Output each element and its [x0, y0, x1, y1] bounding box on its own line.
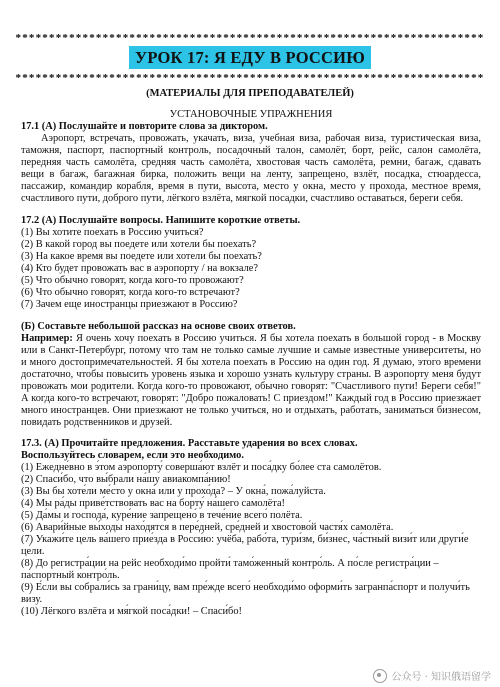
sentence-9: (9) Е́сли вы собрали́сь за грани́цу, вам пре́жде всего́ необходи́мо оформи́ть загранпа́спорт и получи́ть ви́зу. — [21, 582, 470, 605]
section-heading: УСТАНОВОЧНЫЕ УПРАЖНЕНИЯ — [169, 109, 333, 120]
lesson-title-wrap — [0, 46, 500, 69]
sentence-1: (1) Ежедне́вно в э́том аэропорту́ соверша́ют взлёт и поса́дку бо́лее ста самолётов. — [21, 462, 382, 473]
sentence-4: (4) Мы ра́ды приве́тствовать вас на борту́ на́шего самолёта! — [21, 498, 286, 509]
stars-divider-bottom: ********************************************************************** — [15, 72, 485, 84]
question-4: (4) Кто будет провожать вас в аэропорту / на вокзале? — [21, 263, 259, 274]
question-6: (6) Что обычно говорят, когда кого-то встречают? — [21, 287, 240, 298]
question-1: (1) Вы хотите поехать в Россию учиться? — [21, 227, 204, 238]
wechat-icon — [373, 669, 387, 683]
exercise-17-1-text: Аэропорт, встречать, провожать, укачать, виза, учебная виза, рабочая виза, туристическая виза, таможня, паспорт, паспортный контроль, посадочный талон, самолёт, борт, рейс, салон самолёта, передняя часть самолёта, средняя часть самолёта, хвостовая часть самолёта, ремни, багаж, сдавать вещи в багаж, багажная бирка, положить вещи на ленту, запрещено, взлёт, посадка, стюардесса, пассажир, командир корабля, время в пути, высота, место у окна, место у прохода, местное время, счастливого пути, доброго пути, лёгкого взлёта, мягкой посадки, счастливо оставаться, береги себя. — [21, 133, 481, 204]
stars-divider-top: ********************************************************************** — [15, 32, 485, 44]
sentence-6: (6) Авари́йные вы́ходы нахо́дятся в пере́дней, сре́дней и хвостово́й частя́х самолёта. — [21, 522, 394, 533]
watermark — [373, 668, 491, 683]
exercise-17-3-title: 17.3. (А) Прочитайте предложения. Расставьте ударения во всех словах. — [21, 438, 358, 449]
exercise-17-2-title: 17.2 (А) Послушайте вопросы. Напишите короткие ответы. — [21, 215, 301, 226]
question-2: (2) В какой город вы поедете или хотели бы поехать? — [21, 239, 257, 250]
lesson-title: УРОК 17: Я ЕДУ В РОССИЮ — [129, 46, 371, 69]
question-5: (5) Что обычно говорят, когда кого-то провожают? — [21, 275, 244, 286]
exercise-17-1-title: 17.1 (А) Послушайте и повторите слова за диктором. — [21, 121, 268, 132]
example-lead: Например: — [21, 333, 73, 344]
sentence-3: (3) Вы бы хоте́ли ме́сто у окна́ или у прохо́да? – У окна́, пожа́луйста. — [21, 486, 326, 497]
sentence-2: (2) Спаси́бо, что вы́брали на́шу авиакомпа́нию! — [21, 474, 231, 485]
materials-subtitle: (МАТЕРИАЛЫ ДЛЯ ПРЕПОДАВАТЕЛЕЙ) — [146, 88, 354, 99]
exercise-b-text — [21, 333, 481, 429]
exercise-17-3-subtitle: Воспользуйтесь словарем, если это необходимо. — [21, 450, 244, 461]
sentence-5: (5) Да́мы и господа́, куре́ние запрещено́ в тече́ние всего́ полёта. — [21, 510, 303, 521]
sentence-10: (10) Лёгкого взлёта и мя́гкой поса́дки! – Спаси́бо! — [21, 606, 243, 617]
watermark-text: 公众号 · 知识俄语留学 — [391, 672, 491, 683]
example-story: Я очень хочу поехать в Россию учиться. Я бы хотела поехать в большой город - в Москву или в Санкт-Петербург, потому что там не только самые лучшие и самые известные университеты, но и много достопримечательностей. Я бы хотела поехать в Россию на один год. Я думаю, этого времени достаточно, чтобы повысить уровень языка и хорошо узнать культуру страны. В аэропорту меня будут провожать мои родители. Когда кого-то провожают, обычно говорят: "Счастливого пути! Береги себя!" А когда кого-то встречают, говорят: "Добро пожаловать! С приездом!" Каждый год в Россию приезжает много иностранцев. Они приезжают не только учиться, но и отдыхать, работать, заниматься бизнесом, повидать родственников и друзей. — [21, 333, 481, 428]
sentence-7: (7) Укажи́те цель ва́шего прие́зда в Росси́ю: учёба, рабо́та, тури́зм, би́знес, ча́стный визи́т или други́е це́ли. — [21, 534, 469, 557]
content — [21, 109, 481, 618]
question-3: (3) На какое время вы поедете или хотели бы поехать? — [21, 251, 262, 262]
sentence-8: (8) До регистра́ции на рейс необходи́мо пройти́ тамо́женный контро́ль. А по́сле регистра́ции – па́спортный контро́ль. — [21, 558, 439, 581]
exercise-b-title: (Б) Составьте небольшой рассказ на основе своих ответов. — [21, 321, 296, 332]
question-7: (7) Зачем еще иностранцы приезжают в Россию? — [21, 299, 238, 310]
